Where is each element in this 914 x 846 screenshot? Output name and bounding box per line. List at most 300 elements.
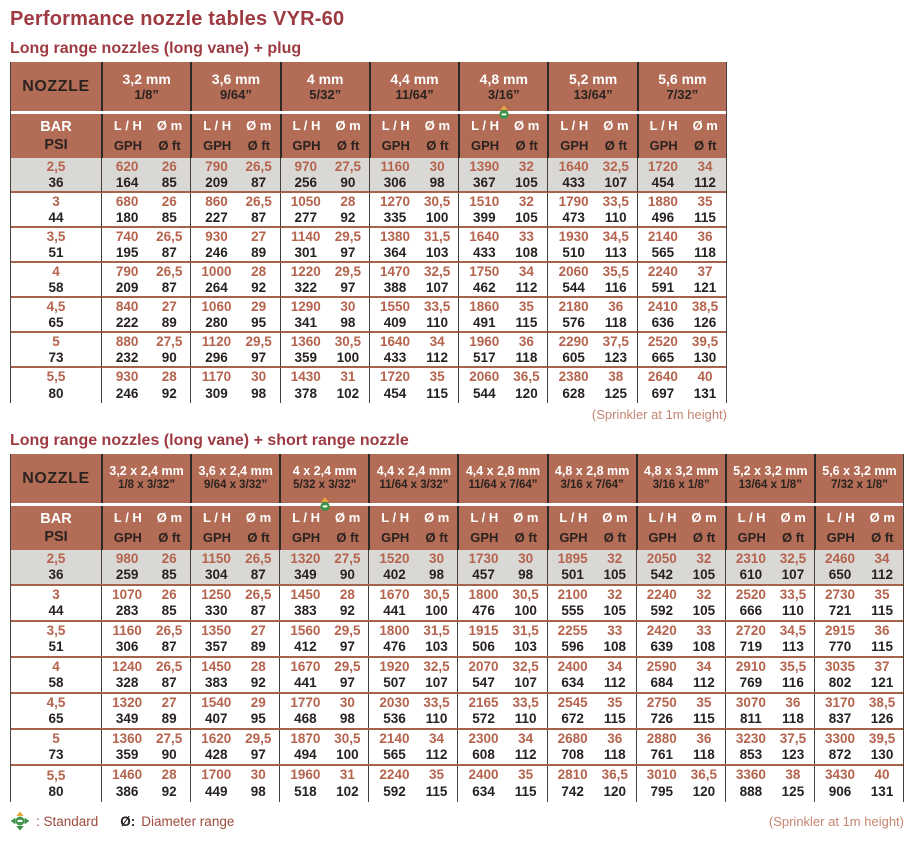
gph-value: 388 xyxy=(383,280,407,296)
data-cell xyxy=(814,658,903,692)
units-header-cell xyxy=(637,114,726,158)
om-value: 36 xyxy=(608,299,624,314)
oft-value: 118 xyxy=(694,245,716,261)
gph-label: GPH xyxy=(291,529,321,545)
data-cell xyxy=(725,586,814,620)
nozzle-size-header xyxy=(637,62,726,111)
lh-value: 1320 xyxy=(290,551,321,566)
gph-value: 296 xyxy=(205,350,228,366)
oft-value: 112 xyxy=(692,675,715,691)
om-value: 30 xyxy=(340,299,356,314)
lh-value: 2240 xyxy=(647,264,678,279)
oft-value: 100 xyxy=(336,747,359,763)
gph-value: 383 xyxy=(204,675,228,691)
gph-value: 349 xyxy=(294,567,317,583)
data-cell xyxy=(458,368,547,403)
table-row xyxy=(11,193,726,228)
lh-value: 620 xyxy=(115,159,139,174)
gph-value: 592 xyxy=(383,784,406,800)
om-label: Ø m xyxy=(424,509,450,525)
lh-value: 2915 xyxy=(824,623,856,638)
bar-value: 4 xyxy=(52,264,60,279)
oft-value: 110 xyxy=(514,711,537,727)
data-cell xyxy=(636,550,725,584)
gph-label: GPH xyxy=(470,137,500,153)
lh-label: L / H xyxy=(203,117,232,133)
data-cell xyxy=(279,550,368,584)
page-title: Performance nozzle tables VYR-60 xyxy=(10,8,345,30)
lh-value: 1460 xyxy=(112,767,143,783)
lh-label: L / H xyxy=(648,509,677,525)
om-label: Ø m xyxy=(245,509,272,525)
om-value: 29,5 xyxy=(245,731,272,746)
om-value: 34 xyxy=(607,659,623,674)
data-cell xyxy=(547,158,636,192)
lh-value: 1070 xyxy=(112,587,143,602)
bar-value: 4 xyxy=(52,659,60,674)
data-cell xyxy=(190,694,279,728)
gph-label: GPH xyxy=(470,529,499,545)
gph-value: 301 xyxy=(294,245,317,261)
oft-value: 95 xyxy=(250,711,266,727)
om-value: 32,5 xyxy=(423,659,450,674)
nozzle-size-header xyxy=(814,454,903,503)
gph-value: 666 xyxy=(739,603,763,619)
nozzle-size-mm: 4,4 x 2,8 mm xyxy=(465,464,541,479)
lh-label: L / H xyxy=(113,117,142,133)
gph-value: 367 xyxy=(473,175,496,191)
om-value: 40 xyxy=(697,369,713,385)
nozzle-size-mm: 3,6 mm xyxy=(211,70,261,87)
om-value: 38,5 xyxy=(691,299,719,314)
data-cell xyxy=(547,730,636,764)
data-cell xyxy=(636,658,725,692)
nozzle-size-mm: 5,6 mm xyxy=(658,70,707,87)
om-value: 30 xyxy=(429,159,445,174)
oft-value: 87 xyxy=(161,280,177,296)
nozzle-size-inch: 5/32” xyxy=(309,87,342,103)
om-value: 39,5 xyxy=(868,731,896,746)
lh-value: 1960 xyxy=(290,767,321,783)
gph-value: 246 xyxy=(115,385,139,401)
sprinkler-note-2: (Sprinkler at 1m height) xyxy=(768,813,904,829)
oft-label: Ø ft xyxy=(603,529,627,545)
lh-value: 2100 xyxy=(557,587,588,602)
units-header-cell xyxy=(547,506,636,550)
oft-value: 131 xyxy=(870,784,894,800)
bar-psi-cell xyxy=(11,228,101,262)
lh-value: 2410 xyxy=(647,299,678,314)
oft-value: 90 xyxy=(161,350,177,366)
gph-value: 433 xyxy=(383,350,407,366)
om-label: Ø m xyxy=(424,117,451,133)
om-value: 31 xyxy=(340,369,356,385)
lh-value: 1670 xyxy=(290,659,321,674)
oft-value: 112 xyxy=(515,280,538,296)
lh-value: 2240 xyxy=(646,587,677,602)
legend-diameter-label: Diameter range xyxy=(141,813,235,829)
om-value: 32 xyxy=(607,551,623,566)
om-value: 39,5 xyxy=(691,334,719,349)
nozzle-size-header xyxy=(101,62,190,111)
gph-value: 636 xyxy=(651,315,675,331)
bar-psi-header xyxy=(11,506,101,550)
lh-value: 2400 xyxy=(468,767,499,783)
oft-value: 110 xyxy=(426,315,449,331)
lh-value: 1920 xyxy=(379,659,410,674)
oft-value: 102 xyxy=(336,784,359,800)
nozzle-table-long-short-range xyxy=(10,454,904,802)
gph-value: 441 xyxy=(383,603,406,619)
lh-value: 1390 xyxy=(469,159,500,174)
lh-value: 2240 xyxy=(379,767,410,783)
oft-value: 85 xyxy=(161,567,177,583)
lh-value: 680 xyxy=(115,194,139,209)
data-cell xyxy=(280,158,369,192)
data-cell xyxy=(279,622,368,656)
gph-value: 547 xyxy=(472,675,495,691)
om-value: 38 xyxy=(785,767,801,783)
gph-value: 544 xyxy=(473,385,496,401)
oft-value: 112 xyxy=(426,350,449,366)
data-cell xyxy=(280,368,369,403)
om-value: 37,5 xyxy=(779,731,807,746)
oft-value: 89 xyxy=(161,711,177,727)
lh-value: 2140 xyxy=(647,229,678,244)
lh-value: 1620 xyxy=(201,731,232,746)
data-cell xyxy=(190,228,279,262)
oft-value: 92 xyxy=(161,385,177,401)
om-value: 26,5 xyxy=(156,659,183,674)
oft-value: 125 xyxy=(781,784,805,800)
table-row xyxy=(11,730,903,766)
oft-value: 92 xyxy=(340,210,356,226)
oft-value: 112 xyxy=(694,175,716,191)
lh-label: L / H xyxy=(471,117,499,133)
gph-value: 742 xyxy=(561,784,584,800)
oft-value: 112 xyxy=(425,747,448,763)
oft-label: Ø ft xyxy=(692,529,716,545)
gph-value: 628 xyxy=(562,385,585,401)
om-value: 26,5 xyxy=(156,229,183,244)
om-value: 30 xyxy=(339,695,355,710)
gph-value: 542 xyxy=(650,567,674,583)
lh-value: 2750 xyxy=(646,695,677,710)
lh-value: 3035 xyxy=(824,659,856,674)
om-value: 35 xyxy=(518,299,534,314)
oft-value: 90 xyxy=(339,567,355,583)
data-cell xyxy=(190,658,279,692)
psi-value: 73 xyxy=(48,350,64,366)
table1-subtitle: Long range nozzles (long vane) + plug xyxy=(10,40,302,57)
om-value: 30,5 xyxy=(334,334,361,349)
oft-value: 118 xyxy=(604,315,627,331)
table-row xyxy=(11,228,726,263)
oft-value: 115 xyxy=(603,711,626,727)
gph-value: 209 xyxy=(115,280,139,296)
om-label: Ø m xyxy=(156,509,183,525)
lh-value: 1220 xyxy=(290,264,321,279)
oft-value: 120 xyxy=(692,784,716,800)
om-value: 28 xyxy=(250,659,266,674)
data-cell xyxy=(369,333,458,367)
data-cell xyxy=(101,228,190,262)
data-cell xyxy=(457,658,546,692)
nozzle-size-inch: 7/32 x 1/8” xyxy=(830,479,888,492)
bar-value: 5 xyxy=(52,334,60,349)
om-value: 27,5 xyxy=(334,551,361,566)
om-value: 26 xyxy=(161,587,177,602)
gph-value: 386 xyxy=(115,784,139,800)
nozzle-size-mm: 3,2 mm xyxy=(122,70,171,87)
om-value: 28 xyxy=(161,369,177,385)
bar-psi-cell xyxy=(11,368,101,403)
om-value: 31,5 xyxy=(424,229,451,244)
data-cell xyxy=(369,368,458,403)
oft-value: 97 xyxy=(339,639,355,655)
nozzle-size-inch: 11/64 x 3/32” xyxy=(379,479,449,492)
psi-label: PSI xyxy=(44,529,68,545)
data-cell xyxy=(190,298,279,332)
nozzle-size-header xyxy=(547,62,636,111)
gph-value: 506 xyxy=(472,639,495,655)
gph-value: 304 xyxy=(204,567,228,583)
psi-value: 44 xyxy=(48,210,64,226)
table-header-nozzle-row xyxy=(11,454,903,506)
oft-value: 92 xyxy=(250,675,266,691)
lh-value: 3010 xyxy=(646,767,677,783)
lh-value: 970 xyxy=(294,159,317,174)
om-value: 29,5 xyxy=(334,623,361,638)
gph-value: 341 xyxy=(294,315,317,331)
data-cell xyxy=(101,730,190,764)
oft-label: Ø ft xyxy=(515,137,538,153)
table-header-units-row xyxy=(11,506,903,550)
data-cell xyxy=(369,158,458,192)
data-cell xyxy=(814,550,903,584)
data-cell xyxy=(637,158,726,192)
om-value: 34,5 xyxy=(602,229,629,244)
gph-value: 357 xyxy=(204,639,228,655)
oft-value: 105 xyxy=(692,567,716,583)
gph-value: 906 xyxy=(828,784,852,800)
nozzle-size-header xyxy=(279,454,368,503)
om-value: 36 xyxy=(518,334,534,349)
psi-value: 80 xyxy=(48,385,64,401)
gph-value: 454 xyxy=(383,385,407,401)
psi-value: 58 xyxy=(48,280,64,296)
nozzle-size-inch: 5/32 x 3/32” xyxy=(293,479,357,492)
gph-value: 433 xyxy=(562,175,585,191)
lh-value: 1895 xyxy=(557,551,588,566)
oft-value: 100 xyxy=(425,603,448,619)
nozzle-size-header xyxy=(368,454,457,503)
oft-value: 97 xyxy=(250,747,266,763)
table-header-units-row xyxy=(11,114,726,158)
bar-value: 2,5 xyxy=(46,551,66,566)
table-header-nozzle-row xyxy=(11,62,726,114)
lh-value: 1240 xyxy=(112,659,143,674)
data-cell xyxy=(637,368,726,403)
om-value: 30 xyxy=(251,369,267,385)
om-value: 33 xyxy=(607,623,623,638)
psi-value: 65 xyxy=(48,315,64,331)
data-cell xyxy=(547,694,636,728)
data-cell xyxy=(369,193,458,227)
lh-value: 2165 xyxy=(468,695,499,710)
om-value: 28 xyxy=(251,264,267,279)
om-value: 37 xyxy=(874,659,890,674)
om-value: 35,5 xyxy=(602,264,629,279)
om-value: 40 xyxy=(874,767,890,783)
data-cell xyxy=(190,730,279,764)
data-cell xyxy=(368,586,457,620)
gph-value: 441 xyxy=(294,675,317,691)
data-cell xyxy=(547,368,636,403)
gph-value: 811 xyxy=(740,711,762,727)
data-cell xyxy=(636,622,725,656)
oft-value: 87 xyxy=(251,210,267,226)
oft-value: 105 xyxy=(515,210,538,226)
om-value: 32,5 xyxy=(602,159,629,174)
lh-value: 1520 xyxy=(379,551,410,566)
bar-value: 3 xyxy=(52,587,60,602)
gph-value: 378 xyxy=(294,385,317,401)
oft-value: 87 xyxy=(161,639,177,655)
data-cell xyxy=(547,622,636,656)
table-row xyxy=(11,158,726,193)
data-cell xyxy=(190,263,279,297)
gph-label: GPH xyxy=(381,529,410,545)
om-value: 30 xyxy=(518,551,534,566)
data-cell xyxy=(101,550,190,584)
lh-value: 1170 xyxy=(201,369,232,385)
psi-value: 51 xyxy=(48,639,64,655)
oft-value: 105 xyxy=(603,567,626,583)
om-value: 29,5 xyxy=(334,264,361,279)
data-cell xyxy=(101,658,190,692)
data-cell xyxy=(547,658,636,692)
gph-value: 496 xyxy=(651,210,675,226)
nozzle-size-mm: 4,8 x 3,2 mm xyxy=(644,464,719,479)
oft-value: 130 xyxy=(693,350,717,366)
om-value: 35 xyxy=(607,695,623,710)
om-label: Ø m xyxy=(514,117,540,133)
data-cell xyxy=(101,263,190,297)
lh-value: 2255 xyxy=(557,623,588,638)
bar-psi-cell xyxy=(11,263,101,297)
data-cell xyxy=(190,333,279,367)
data-cell xyxy=(368,550,457,584)
units-header-cell xyxy=(725,506,814,550)
data-cell xyxy=(190,622,279,656)
nozzle-size-mm: 4 mm xyxy=(306,70,344,87)
lh-value: 880 xyxy=(115,334,139,349)
oft-label: Ø ft xyxy=(514,529,538,545)
gph-value: 665 xyxy=(651,350,675,366)
bar-value: 5,5 xyxy=(46,369,66,385)
gph-label: GPH xyxy=(113,529,142,545)
nozzle-size-mm: 4,4 x 2,4 mm xyxy=(376,464,452,479)
nozzle-size-mm: 3,6 x 2,4 mm xyxy=(198,464,273,479)
om-label: Ø m xyxy=(513,509,539,525)
om-value: 35,5 xyxy=(779,659,807,674)
oft-value: 121 xyxy=(870,675,894,691)
psi-value: 36 xyxy=(48,175,64,191)
om-value: 27 xyxy=(250,623,266,638)
nozzle-size-inch: 13/64” xyxy=(573,87,613,103)
gph-value: 462 xyxy=(473,280,496,296)
data-cell xyxy=(369,263,458,297)
nozzle-size-inch: 11/64” xyxy=(395,87,434,103)
oft-value: 102 xyxy=(336,385,360,401)
lh-value: 1050 xyxy=(290,194,321,209)
om-value: 38,5 xyxy=(868,695,896,710)
gph-value: 639 xyxy=(650,639,674,655)
gph-value: 650 xyxy=(828,567,852,583)
om-value: 33,5 xyxy=(602,194,629,209)
data-cell xyxy=(101,694,190,728)
gph-value: 259 xyxy=(115,567,139,583)
bar-psi-cell xyxy=(11,622,101,656)
oft-value: 116 xyxy=(604,280,627,296)
nozzle-table-long-range-plug xyxy=(10,62,727,403)
data-cell xyxy=(280,298,369,332)
lh-value: 1670 xyxy=(379,587,410,602)
oft-value: 105 xyxy=(692,603,716,619)
gph-value: 501 xyxy=(561,567,584,583)
data-cell xyxy=(636,586,725,620)
bar-psi-cell xyxy=(11,333,101,367)
oft-value: 115 xyxy=(694,210,716,226)
data-cell xyxy=(190,193,279,227)
lh-value: 1150 xyxy=(201,551,231,566)
om-value: 30,5 xyxy=(423,587,450,602)
om-label: Ø m xyxy=(246,117,272,133)
data-cell xyxy=(725,730,814,764)
bar-psi-cell xyxy=(11,550,101,584)
lh-value: 840 xyxy=(115,299,139,314)
lh-value: 930 xyxy=(115,369,139,385)
lh-value: 1320 xyxy=(112,695,143,710)
gph-value: 399 xyxy=(473,210,496,226)
data-cell xyxy=(279,694,368,728)
gph-value: 454 xyxy=(651,175,675,191)
gph-value: 721 xyxy=(828,603,852,619)
nozzle-size-header xyxy=(190,62,279,111)
om-label: Ø m xyxy=(602,509,628,525)
gph-value: 544 xyxy=(562,280,585,296)
oft-label: Ø ft xyxy=(158,137,181,153)
gph-value: 232 xyxy=(115,350,139,366)
gph-value: 610 xyxy=(739,567,763,583)
oft-value: 108 xyxy=(603,639,626,655)
om-value: 32 xyxy=(518,159,534,174)
lh-value: 2720 xyxy=(735,623,766,638)
lh-value: 1640 xyxy=(380,334,411,349)
oft-label: Ø ft xyxy=(336,137,360,153)
om-value: 27 xyxy=(161,695,177,710)
psi-value: 73 xyxy=(48,747,64,763)
gph-value: 277 xyxy=(294,210,317,226)
data-cell xyxy=(280,193,369,227)
gph-value: 328 xyxy=(115,675,139,691)
psi-value: 80 xyxy=(48,784,64,799)
data-cell xyxy=(279,730,368,764)
gph-label: GPH xyxy=(559,529,588,545)
oft-value: 118 xyxy=(515,350,538,366)
oft-value: 107 xyxy=(425,280,449,296)
